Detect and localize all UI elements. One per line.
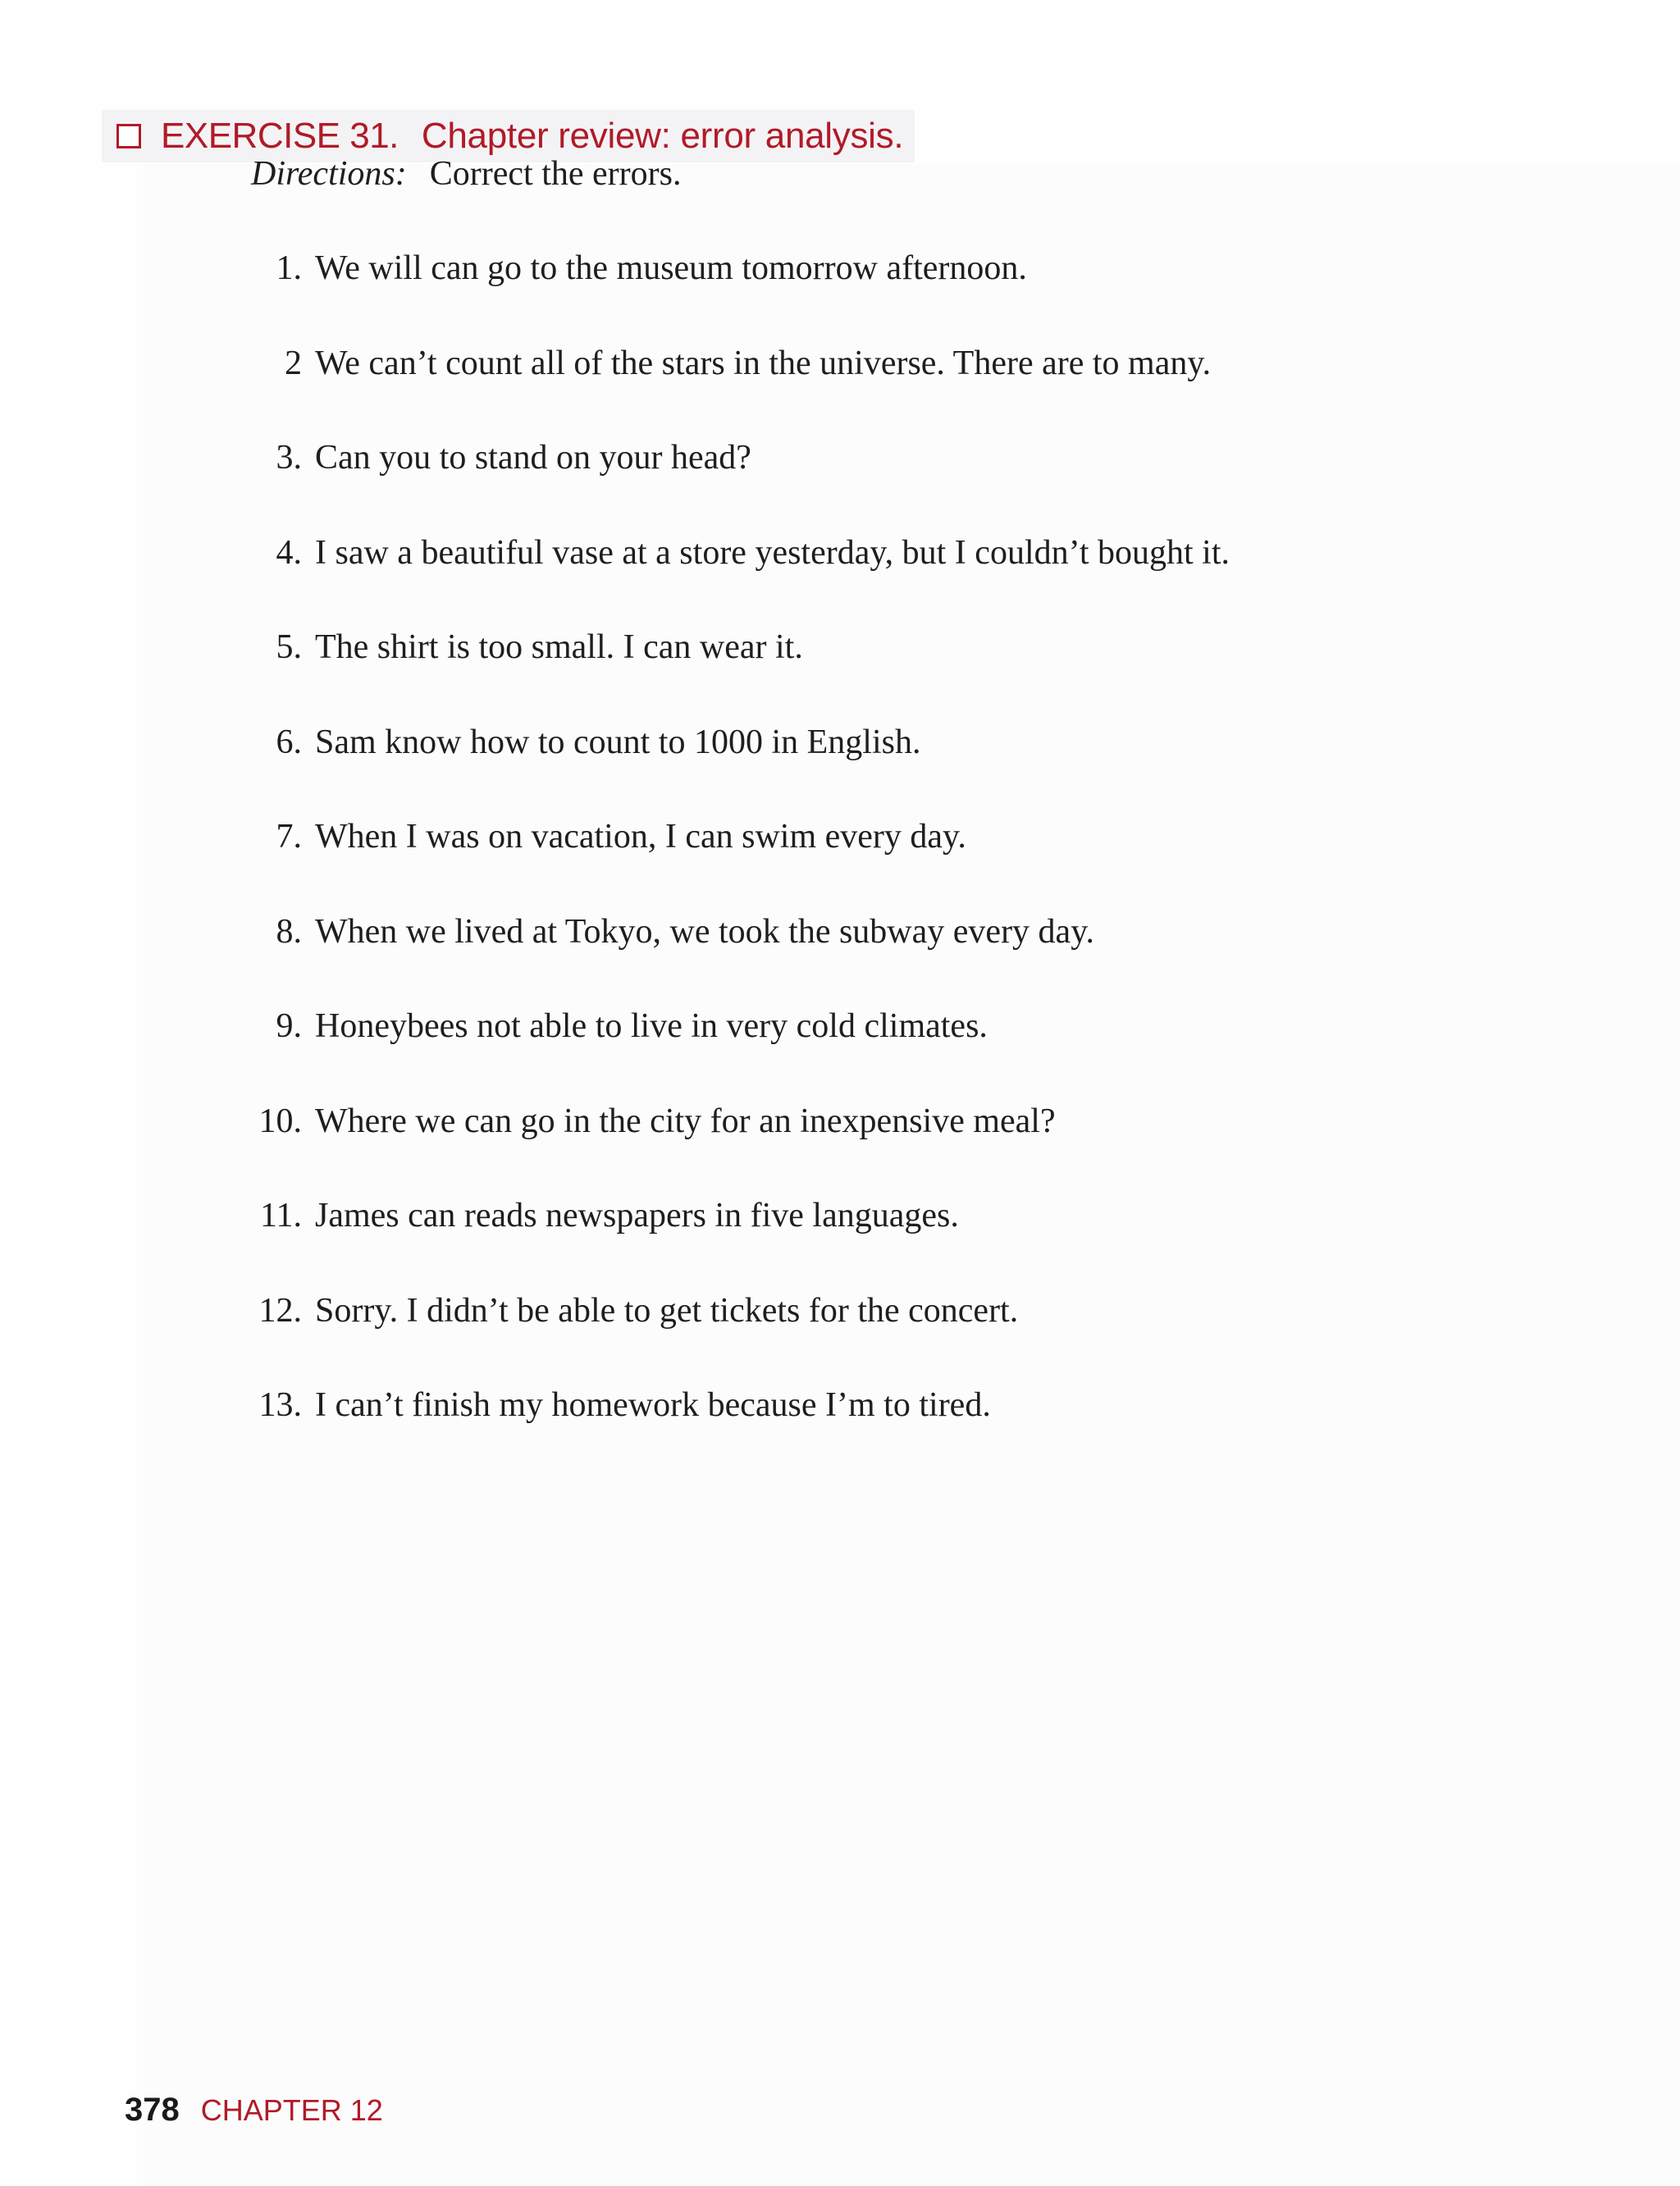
directions-label: Directions: [251, 155, 407, 193]
item-number: 5. [276, 628, 302, 666]
item-sentence: The shirt is too small. I can wear it. [315, 628, 803, 666]
item-number: 11. [260, 1197, 302, 1234]
item-number: 4. [276, 533, 302, 572]
item-number: 12. [258, 1291, 302, 1330]
exercise-item [238, 1196, 1468, 1291]
page-number: 378 [125, 2092, 180, 2128]
item-sentence: When we lived at Tokyo, we took the subway every day. [315, 912, 1094, 951]
exercise-items [238, 249, 1468, 1481]
item-number: 3. [276, 439, 302, 477]
item-sentence: Can you to stand on your head? [315, 439, 751, 477]
exercise-title: Chapter review: error analysis. [421, 116, 904, 156]
exercise-item [238, 817, 1468, 912]
exercise-item [238, 912, 1468, 1007]
page-footer [125, 2092, 383, 2129]
item-sentence: When I was on vacation, I can swim every day. [315, 818, 966, 856]
directions [251, 154, 681, 194]
item-sentence: We can’t count all of the stars in the universe. There are to many. [315, 344, 1212, 382]
item-number: 2 [285, 344, 302, 382]
exercise-item [238, 723, 1468, 818]
item-sentence: I saw a beautiful vase at a store yesterday, but I couldn’t bought it. [315, 533, 1230, 572]
item-number: 13. [258, 1386, 302, 1424]
item-number: 10. [258, 1102, 302, 1140]
item-number: 9. [276, 1007, 302, 1045]
exercise-item [238, 628, 1468, 723]
exercise-item [238, 249, 1468, 344]
item-sentence: Sam know how to count to 1000 in English. [315, 723, 921, 761]
item-number: 8. [276, 912, 302, 951]
exercise-label: EXERCISE 31. [161, 116, 399, 156]
item-sentence: Honeybees not able to live in very cold climates. [315, 1007, 988, 1045]
exercise-item [238, 533, 1468, 628]
item-sentence: Where we can go in the city for an inexpensive meal? [315, 1102, 1056, 1140]
item-sentence: I can’t finish my homework because I’m to tired. [315, 1386, 991, 1424]
exercise-item [238, 1291, 1468, 1386]
item-sentence: Sorry. I didn’t be able to get tickets for the concert. [315, 1291, 1019, 1330]
exercise-item [238, 1385, 1468, 1481]
item-number: 6. [276, 723, 302, 761]
checkbox-icon [116, 124, 141, 148]
item-number: 1. [276, 249, 302, 287]
item-sentence: We will can go to the museum tomorrow afternoon. [315, 249, 1027, 287]
chapter-label: CHAPTER 12 [200, 2093, 383, 2127]
exercise-item [238, 1006, 1468, 1102]
exercise-item [238, 344, 1468, 439]
exercise-item [238, 438, 1468, 533]
item-number: 7. [276, 818, 302, 856]
directions-text: Correct the errors. [429, 155, 682, 193]
exercise-item [238, 1102, 1468, 1197]
item-sentence: James can reads newspapers in five languages. [315, 1197, 959, 1234]
